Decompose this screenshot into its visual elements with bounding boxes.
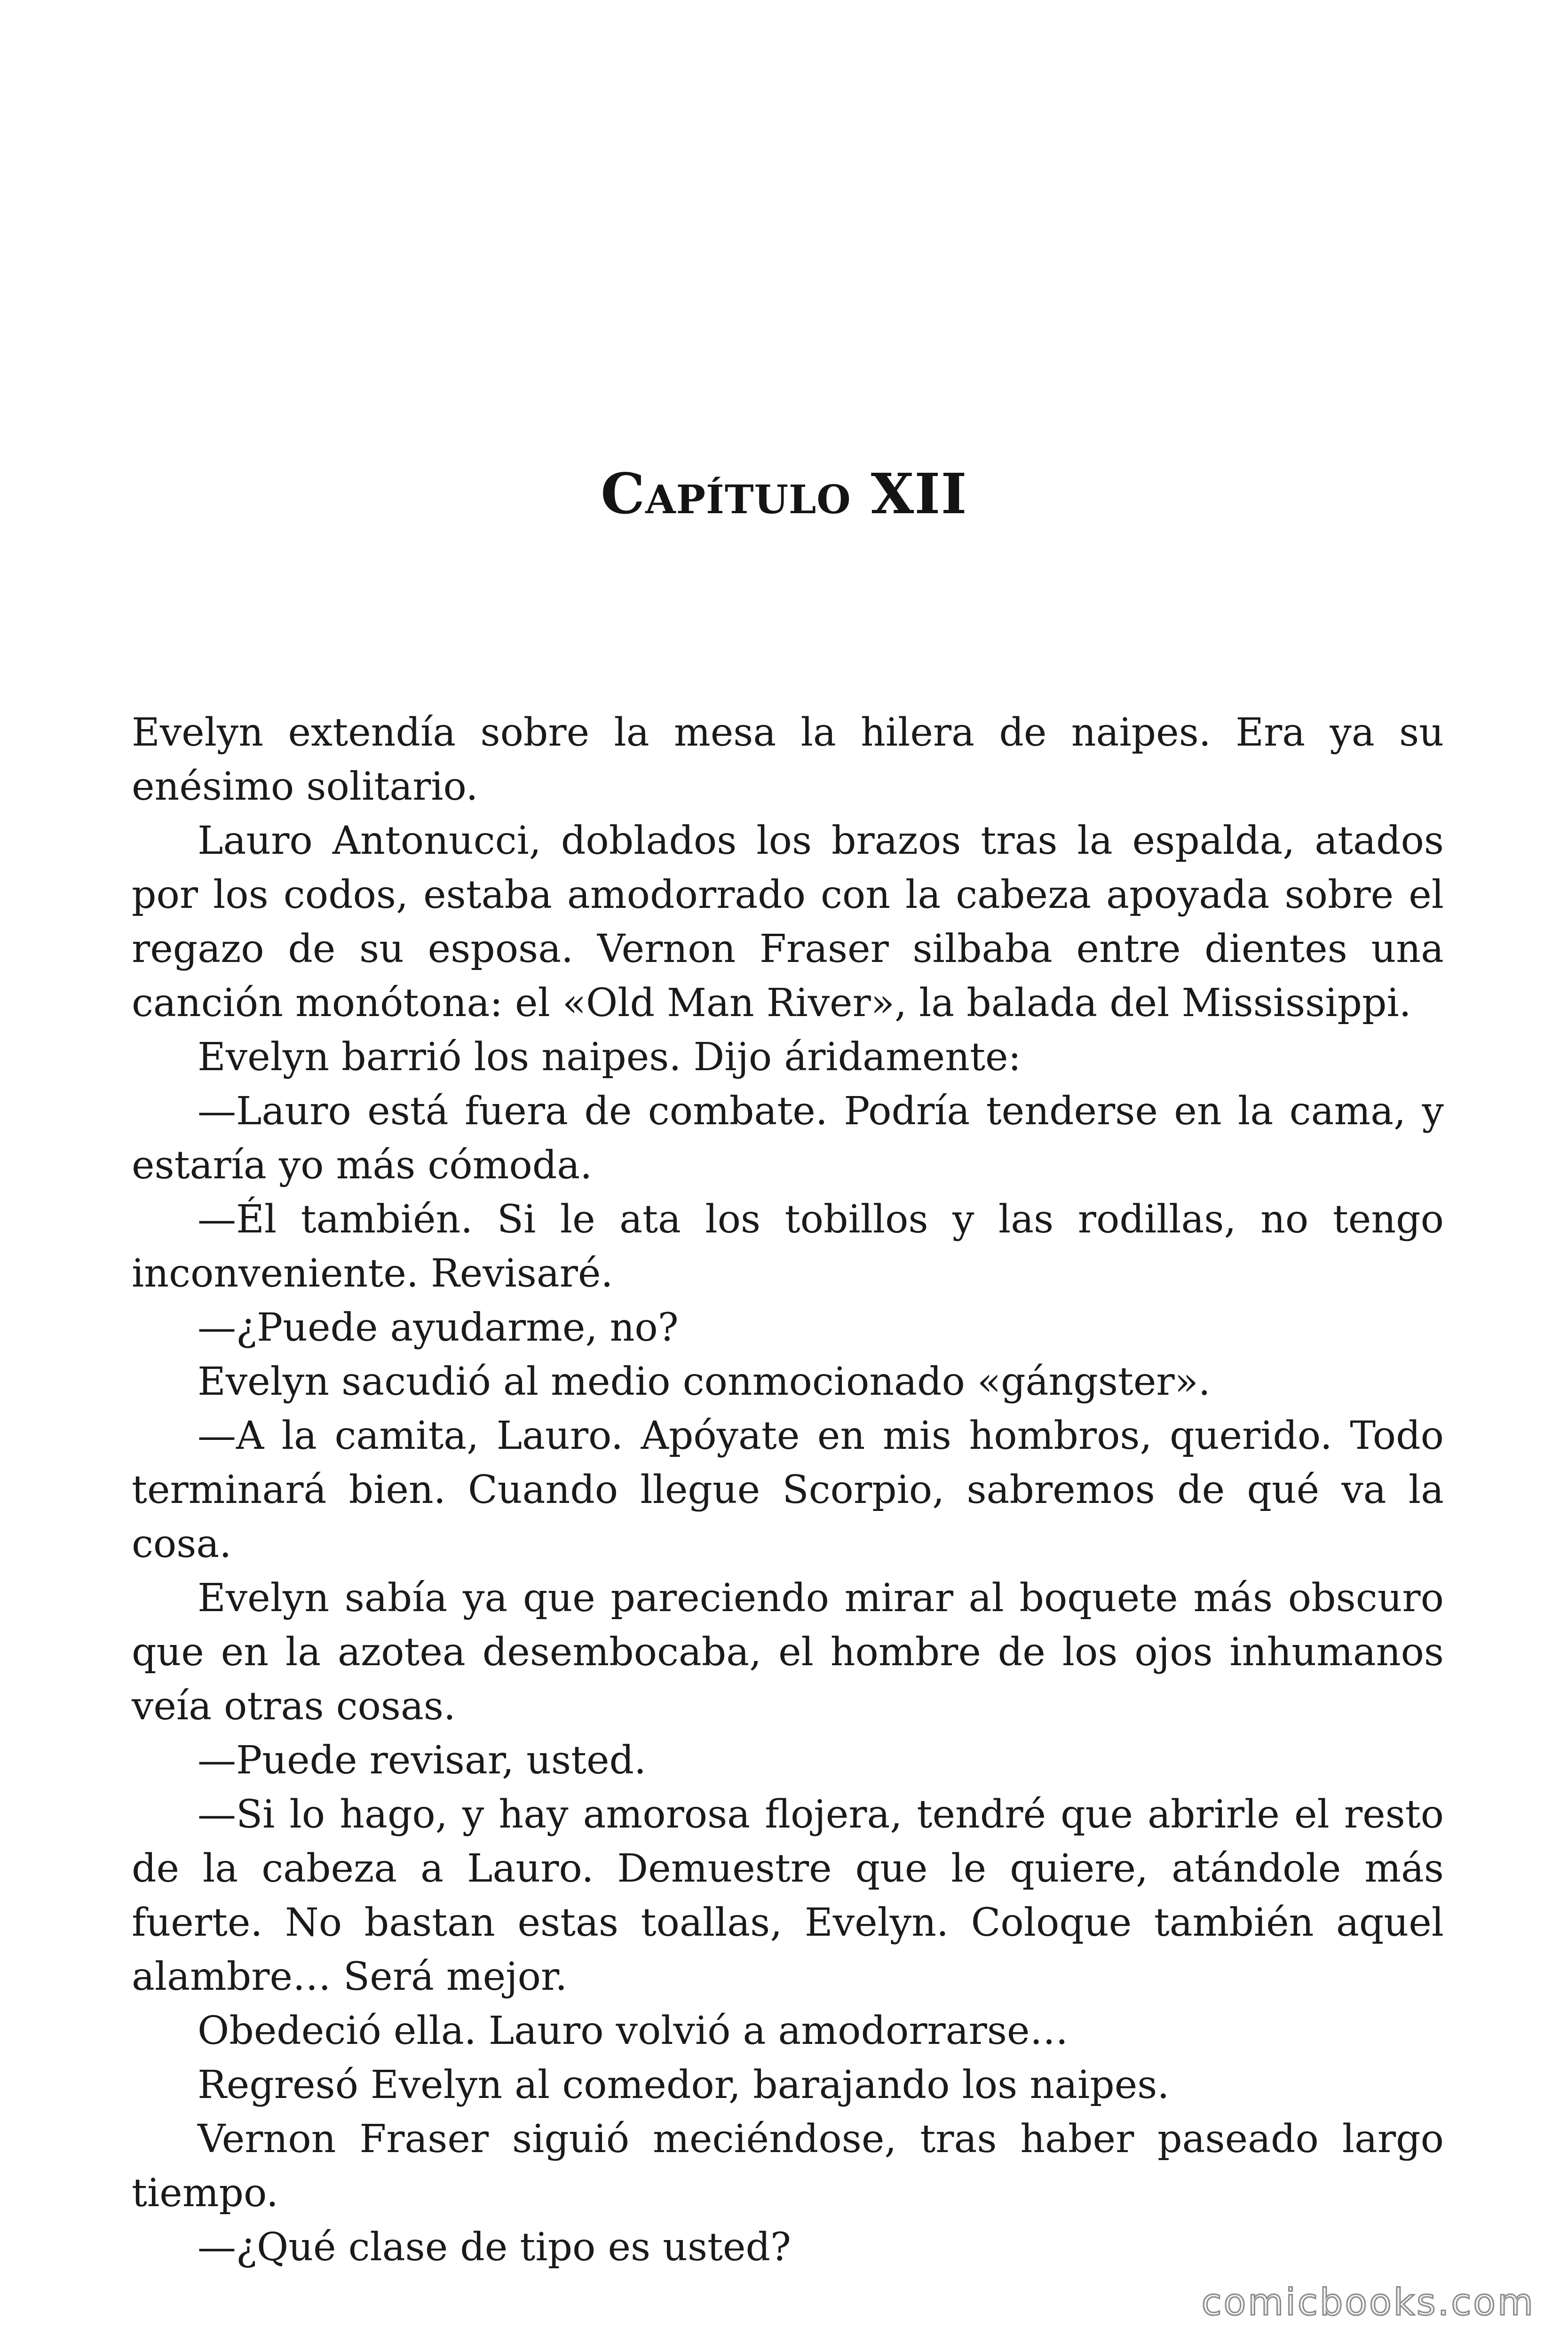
- chapter-body: [132, 706, 1444, 2274]
- paragraph-3: Evelyn barrió los naipes. Dijo áridamente:: [198, 1035, 1022, 1080]
- paragraph-10: —Puede revisar, usted.: [198, 1738, 647, 1783]
- chapter-title: Capítulo XII: [601, 461, 967, 526]
- paragraph-13: Regresó Evelyn al comedor, barajando los naipes.: [198, 2063, 1170, 2107]
- paragraph-4: —Lauro está fuera de combate. Podría tenderse en la cama, y estaría yo más cómoda.: [132, 1089, 1444, 1188]
- watermark: comicbooks.com: [1201, 2281, 1535, 2324]
- paragraph-12: Obedeció ella. Lauro volvió a amodorrarse…: [198, 2009, 1069, 2053]
- paragraph-7: Evelyn sacudió al medio conmocionado «gángster».: [198, 1359, 1211, 1404]
- paragraph-11: —Si lo hago, y hay amorosa flojera, tendré que abrirle el resto de la cabeza a Lauro. Demuestre que le quiere, atándole más fuerte. No bastan estas toallas, Evelyn. Coloque también aquel alambre… Será mejor.: [132, 1792, 1444, 1999]
- paragraph-15: —¿Qué clase de tipo es usted?: [198, 2225, 791, 2270]
- paragraph-9: Evelyn sabía ya que pareciendo mirar al boquete más obscuro que en la azotea desembocaba, el hombre de los ojos inhumanos veía otras cosas.: [132, 1576, 1444, 1729]
- paragraph-1: Evelyn extendía sobre la mesa la hilera de naipes. Era ya su enésimo solitario.: [132, 710, 1444, 809]
- paragraph-8: —A la camita, Lauro. Apóyate en mis hombros, querido. Todo terminará bien. Cuando llegue Scorpio, sabremos de qué va la cosa.: [132, 1414, 1444, 1566]
- paragraph-5: —Él también. Si le ata los tobillos y las rodillas, no tengo inconveniente. Revisaré.: [132, 1197, 1444, 1296]
- paragraph-6: —¿Puede ayudarme, no?: [198, 1305, 679, 1350]
- paragraph-14: Vernon Fraser siguió meciéndose, tras haber paseado largo tiempo.: [132, 2117, 1444, 2216]
- paragraph-2: Lauro Antonucci, doblados los brazos tras la espalda, atados por los codos, estaba amodorrado con la cabeza apoyada sobre el regazo de su esposa. Vernon Fraser silbaba entre dientes una canción monótona: el «Old Man River», la balada del Mississippi.: [132, 818, 1444, 1025]
